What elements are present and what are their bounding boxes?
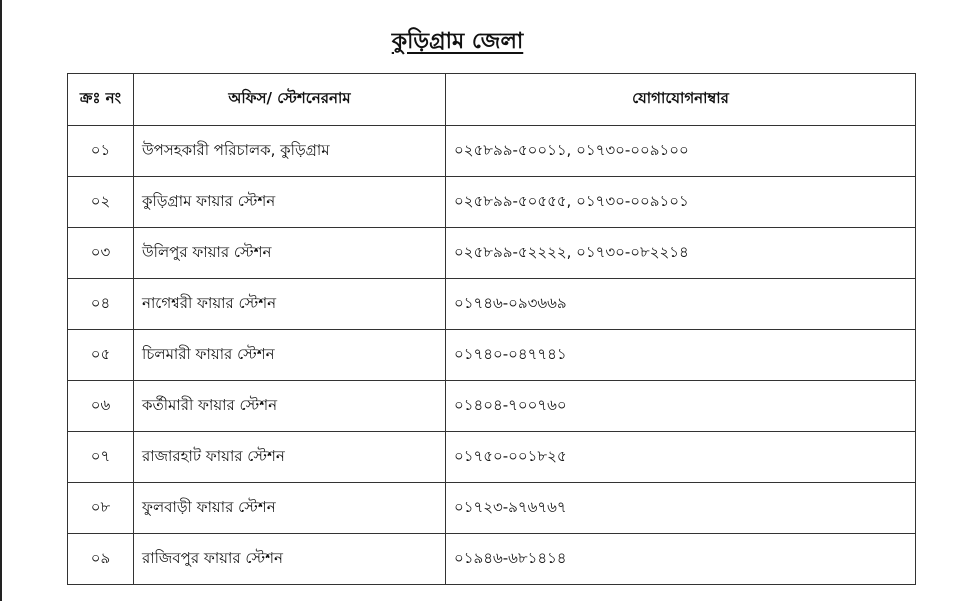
row-phone: ০১৯৪৬-৬৮১৪১৪ xyxy=(446,534,916,585)
header-contact-number: যোগাযোগনাম্বার xyxy=(446,74,916,126)
row-phone: ০২৫৮৯৯-৫২২২২, ০১৭৩০-০৮২২১৪ xyxy=(446,228,916,279)
table-row xyxy=(68,432,916,483)
row-phone: ০২৫৮৯৯-৫০৫৫৫, ০১৭৩০-০০৯১০১ xyxy=(446,177,916,228)
page-left-border xyxy=(0,0,2,601)
table-row xyxy=(68,330,916,381)
row-office-name: রাজারহাট ফায়ার স্টেশন xyxy=(134,432,446,483)
row-phone: ০১৭৫০-০০১৮২৫ xyxy=(446,432,916,483)
row-serial: ০৬ xyxy=(68,381,134,432)
row-serial: ০৮ xyxy=(68,483,134,534)
row-serial: ০৭ xyxy=(68,432,134,483)
row-office-name: রাজিবপুর ফায়ার স্টেশন xyxy=(134,534,446,585)
row-office-name: কর্তীমারী ফায়ার স্টেশন xyxy=(134,381,446,432)
table-row xyxy=(68,534,916,585)
row-serial: ০৯ xyxy=(68,534,134,585)
table-row xyxy=(68,228,916,279)
table-row xyxy=(68,279,916,330)
row-phone: ০১৭৪৬-০৯৩৬৬৯ xyxy=(446,279,916,330)
contact-table xyxy=(67,73,916,585)
row-phone: ০১৭৪০-০৪৭৭৪১ xyxy=(446,330,916,381)
row-serial: ০৪ xyxy=(68,279,134,330)
row-office-name: কুড়িগ্রাম ফায়ার স্টেশন xyxy=(134,177,446,228)
row-phone: ০১৭২৩-৯৭৬৭৬৭ xyxy=(446,483,916,534)
row-serial: ০৫ xyxy=(68,330,134,381)
header-serial: ক্রঃ নং xyxy=(68,74,134,126)
row-office-name: উপসহকারী পরিচালক, কুড়িগ্রাম xyxy=(134,126,446,177)
row-serial: ০১ xyxy=(68,126,134,177)
row-office-name: ফুলবাড়ী ফায়ার স্টেশন xyxy=(134,483,446,534)
table-row xyxy=(68,381,916,432)
row-serial: ০২ xyxy=(68,177,134,228)
row-phone: ০১৪০৪-৭০০৭৬০ xyxy=(446,381,916,432)
row-office-name: উলিপুর ফায়ার স্টেশন xyxy=(134,228,446,279)
table-row xyxy=(68,126,916,177)
title-text: কুড়িগ্রাম জেলা xyxy=(391,29,524,54)
page-title xyxy=(0,24,915,61)
row-serial: ০৩ xyxy=(68,228,134,279)
row-phone: ০২৫৮৯৯-৫০০১১, ০১৭৩০-০০৯১০০ xyxy=(446,126,916,177)
row-office-name: নাগেশ্বরী ফায়ার স্টেশন xyxy=(134,279,446,330)
table-row xyxy=(68,483,916,534)
header-office-name: অফিস/ স্টেশনেরনাম xyxy=(134,74,446,126)
table-row xyxy=(68,177,916,228)
row-office-name: চিলমারী ফায়ার স্টেশন xyxy=(134,330,446,381)
table-header-row xyxy=(68,74,916,126)
